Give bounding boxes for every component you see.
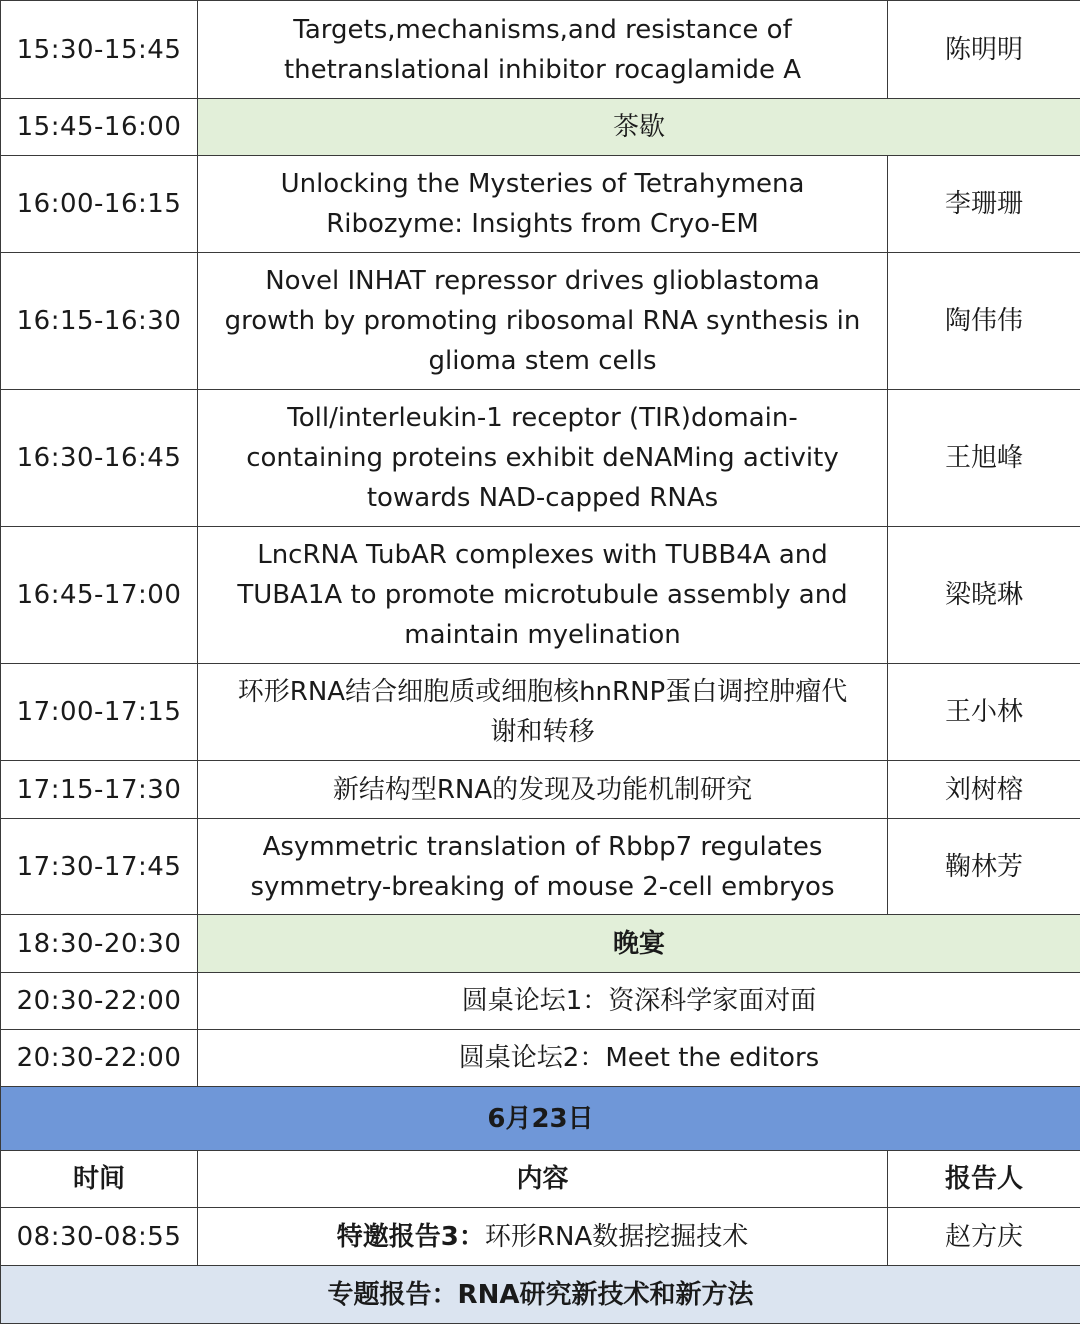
table-row [1, 761, 1080, 819]
talk-title: Novel INHAT repressor drives glioblastoma growth by promoting ribosomal RNA synthesis in glioma stem cells [198, 253, 888, 390]
talk-title: LncRNA TubAR complexes with TUBB4A and TUBA1A to promote microtubule assembly and maintain myelination [198, 527, 888, 664]
table-row [1, 1, 1080, 99]
talk-title: Asymmetric translation of Rbbp7 regulates symmetry-breaking of mouse 2-cell embryos [198, 819, 888, 915]
table-row [1, 819, 1080, 915]
speaker-name: 陶伟伟 [888, 253, 1080, 390]
talk-title: 环形RNA结合细胞质或细胞核hnRNP蛋白调控肿瘤代 谢和转移 [198, 664, 888, 761]
table-row [1, 915, 1080, 973]
speaker-name: 赵方庆 [888, 1208, 1080, 1266]
dinner-cell: 晚宴 [198, 915, 1080, 973]
time-cell: 18:30-20:30 [1, 915, 198, 973]
talk-title: Unlocking the Mysteries of Tetrahymena Ribozyme: Insights from Cryo-EM [198, 156, 888, 253]
section-row [1, 1266, 1080, 1324]
header-content: 内容 [198, 1151, 888, 1208]
time-cell: 17:00-17:15 [1, 664, 198, 761]
table-row [1, 390, 1080, 527]
time-cell: 15:30-15:45 [1, 1, 198, 99]
time-cell: 08:30-08:55 [1, 1208, 198, 1266]
column-header-row [1, 1151, 1080, 1208]
time-cell: 15:45-16:00 [1, 99, 198, 156]
time-cell: 20:30-22:00 [1, 1030, 198, 1087]
roundtable-cell: 圆桌论坛1：资深科学家面对面 [198, 973, 1080, 1030]
speaker-name: 王小林 [888, 664, 1080, 761]
time-cell: 17:15-17:30 [1, 761, 198, 819]
talk-title: 新结构型RNA的发现及功能机制研究 [198, 761, 888, 819]
speaker-name: 王旭峰 [888, 390, 1080, 527]
time-cell: 20:30-22:00 [1, 973, 198, 1030]
speaker-name: 陈明明 [888, 1, 1080, 99]
speaker-name: 鞠林芳 [888, 819, 1080, 915]
header-speaker: 报告人 [888, 1151, 1080, 1208]
speaker-name: 梁晓琳 [888, 527, 1080, 664]
date-row [1, 1087, 1080, 1151]
time-cell: 16:15-16:30 [1, 253, 198, 390]
break-cell: 茶歇 [198, 99, 1080, 156]
time-cell: 16:00-16:15 [1, 156, 198, 253]
speaker-name: 刘树榕 [888, 761, 1080, 819]
header-time: 时间 [1, 1151, 198, 1208]
talk-title: Targets,mechanisms,and resistance of thetranslational inhibitor rocaglamide A [198, 1, 888, 99]
talk-title [198, 1208, 888, 1266]
table-row [1, 973, 1080, 1030]
table-row [1, 99, 1080, 156]
section-title: 专题报告：RNA研究新技术和新方法 [1, 1266, 1080, 1324]
table-row [1, 664, 1080, 761]
roundtable-cell: 圆桌论坛2：Meet the editors [198, 1030, 1080, 1087]
table-row [1, 1030, 1080, 1087]
table-row [1, 527, 1080, 664]
time-cell: 16:30-16:45 [1, 390, 198, 527]
invited-label: 特邀报告3： [336, 1221, 485, 1252]
time-cell: 17:30-17:45 [1, 819, 198, 915]
invited-title: 环形RNA数据挖掘技术 [484, 1221, 749, 1252]
talk-title: Toll/interleukin-1 receptor (TIR)domain- containing proteins exhibit deNAMing activity towards NAD-capped RNAs [198, 390, 888, 527]
time-cell: 16:45-17:00 [1, 527, 198, 664]
table-row [1, 156, 1080, 253]
table-row [1, 1208, 1080, 1266]
date-header: 6月23日 [1, 1087, 1080, 1151]
speaker-name: 李珊珊 [888, 156, 1080, 253]
table-row [1, 253, 1080, 390]
